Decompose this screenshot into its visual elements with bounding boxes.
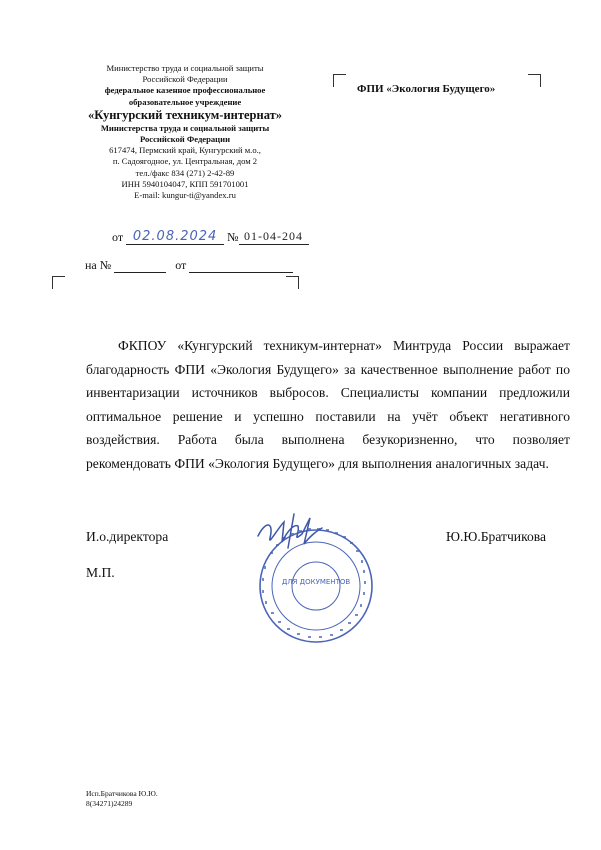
- addressee-corner-right: [528, 74, 541, 87]
- ministry-line-1: Министерство труда и социальной защиты: [106, 63, 264, 73]
- executor-note: [86, 789, 158, 809]
- outgoing-number: 01-04-204: [244, 229, 304, 243]
- handwritten-signature: [258, 514, 322, 548]
- stamp-inner-ring: [272, 542, 360, 630]
- ref-number-prefix: на №: [85, 258, 112, 272]
- institution-type-line-2: образовательное учреждение: [128, 96, 242, 107]
- phone-line: тел./факс 834 (271) 2-42-89: [135, 167, 235, 178]
- stamp-place-label: М.П.: [86, 565, 115, 580]
- inn-line: ИНН 5940104047, КПП 591701001: [121, 178, 249, 189]
- addressee-corner-left: [333, 74, 346, 87]
- ref-date-blank: [189, 272, 293, 273]
- institution-type-line-1: федеральное казенное профессиональное: [104, 85, 266, 96]
- ministry-line-2: Российской Федерации: [142, 74, 228, 85]
- signatory-position: И.о.директора: [86, 529, 169, 544]
- address-line-2: п. Садоягодное, ул. Центральная, дом 2: [112, 156, 258, 167]
- letterhead: [60, 63, 310, 201]
- email-line: E-mail: kungur-ti@yandex.ru: [134, 190, 236, 201]
- corner-mark-right: [286, 276, 299, 289]
- outgoing-date-row: [112, 229, 309, 245]
- stamp-outer-ring: [260, 530, 372, 642]
- stamp-center-ring: [292, 562, 340, 610]
- ref-number-blank: [114, 272, 166, 273]
- letter-body: [86, 334, 570, 476]
- stamp-center-text: ДЛЯ ДОКУМЕНТОВ: [281, 578, 351, 586]
- addressee: ФПИ «Экология Будущего»: [357, 83, 496, 95]
- executor-phone: 8(34271)24289: [86, 799, 133, 808]
- address-line-1: 617474, Пермский край, Кунгурский м.о.,: [109, 145, 261, 156]
- date-prefix: от: [112, 230, 124, 244]
- body-paragraph: ФКПОУ «Кунгурский техникум-интернат» Минтруда России выражает благодарность ФПИ «Экология Будущего» за качественное выполнение работ по инвентаризации источников выбросов. Специалисты компании предложили оптимальное решение и успешно поставили на учёт объект негативного воздействия. Работа была выполнена безукоризненно, что позволяет рекомендовать ФПИ «Экология Будущего» для выполнения аналогичных задач.: [86, 338, 570, 471]
- institution-name: «Кунгурский техникум-интернат»: [87, 107, 283, 122]
- executor-name: Исп.Братчикова Ю.Ю.: [86, 789, 158, 798]
- official-stamp: [248, 508, 380, 644]
- signatory-name: Ю.Ю.Братчикова: [446, 529, 547, 544]
- corner-mark-left: [52, 276, 65, 289]
- ministry-line-4: Российской Федерации: [139, 134, 231, 145]
- reference-row: [85, 258, 293, 273]
- ministry-line-3: Министерства труда и социальной защиты: [100, 122, 270, 133]
- ref-date-prefix: от: [175, 258, 187, 272]
- number-prefix: №: [227, 230, 239, 244]
- handwritten-date: 02.08.2024: [132, 229, 218, 244]
